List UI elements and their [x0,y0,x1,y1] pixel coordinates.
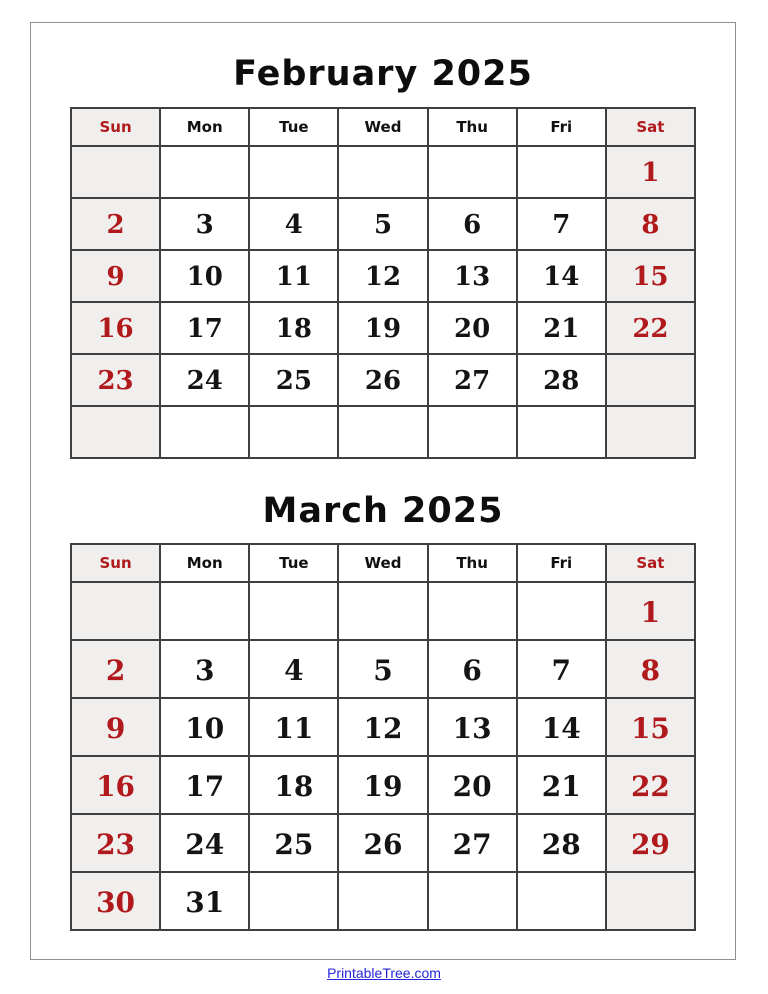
date-cell-march-28: 28 [517,814,606,872]
date-cell-february-15: 15 [606,250,695,302]
date-cell-february-10: 10 [160,250,249,302]
date-cell-march-14: 14 [517,698,606,756]
empty-cell [249,146,338,198]
date-cell-february-28: 28 [517,354,606,406]
date-cell-march-3: 3 [160,640,249,698]
empty-cell [160,406,249,458]
empty-cell [428,146,517,198]
weekday-header-wed: Wed [338,544,427,582]
date-cell-february-17: 17 [160,302,249,354]
date-cell-march-26: 26 [338,814,427,872]
date-cell-february-20: 20 [428,302,517,354]
date-cell-february-25: 25 [249,354,338,406]
weekday-header-sat: Sat [606,544,695,582]
date-cell-february-19: 19 [338,302,427,354]
weekday-header-sun: Sun [71,108,160,146]
date-cell-march-21: 21 [517,756,606,814]
date-cell-february-24: 24 [160,354,249,406]
weekday-header-sat: Sat [606,108,695,146]
date-cell-march-2: 2 [71,640,160,698]
empty-cell [428,582,517,640]
weekday-header-mon: Mon [160,108,249,146]
empty-cell [249,872,338,930]
date-grid [71,582,695,930]
calendar-title: February 2025 [233,54,533,94]
weekday-header-mon: Mon [160,544,249,582]
week-row [71,698,695,756]
date-cell-march-15: 15 [606,698,695,756]
empty-cell [249,406,338,458]
date-cell-february-21: 21 [517,302,606,354]
empty-cell [71,146,160,198]
empty-cell [428,872,517,930]
date-cell-march-18: 18 [249,756,338,814]
date-cell-march-7: 7 [517,640,606,698]
date-cell-february-9: 9 [71,250,160,302]
date-cell-february-8: 8 [606,198,695,250]
date-cell-march-29: 29 [606,814,695,872]
date-cell-march-23: 23 [71,814,160,872]
date-cell-march-10: 10 [160,698,249,756]
empty-cell [517,872,606,930]
week-row [71,198,695,250]
empty-cell [71,582,160,640]
weekday-header-wed: Wed [338,108,427,146]
date-cell-february-27: 27 [428,354,517,406]
date-cell-march-20: 20 [428,756,517,814]
week-row [71,640,695,698]
calendar-title: March 2025 [262,490,504,531]
calendars-container [31,55,735,931]
date-cell-february-12: 12 [338,250,427,302]
footer-link[interactable]: PrintableTree.com [327,965,441,981]
empty-cell [71,406,160,458]
date-cell-march-16: 16 [71,756,160,814]
calendar-table [70,107,696,459]
empty-cell [517,582,606,640]
date-cell-february-3: 3 [160,198,249,250]
empty-cell [606,406,695,458]
calendar-february [31,55,735,459]
footer [0,963,768,982]
empty-cell [517,406,606,458]
date-cell-february-18: 18 [249,302,338,354]
week-row [71,250,695,302]
empty-cell [338,146,427,198]
weekday-header-fri: Fri [517,108,606,146]
date-cell-march-12: 12 [338,698,427,756]
date-cell-february-5: 5 [338,198,427,250]
date-cell-march-13: 13 [428,698,517,756]
date-cell-february-16: 16 [71,302,160,354]
empty-cell [606,872,695,930]
empty-cell [606,354,695,406]
date-cell-february-1: 1 [606,146,695,198]
week-row [71,146,695,198]
date-cell-march-31: 31 [160,872,249,930]
empty-cell [338,872,427,930]
empty-cell [338,406,427,458]
week-row [71,872,695,930]
empty-cell [517,146,606,198]
date-cell-march-19: 19 [338,756,427,814]
date-cell-march-22: 22 [606,756,695,814]
weekday-header-tue: Tue [249,108,338,146]
week-row [71,302,695,354]
date-cell-march-17: 17 [160,756,249,814]
date-cell-march-4: 4 [249,640,338,698]
week-row [71,582,695,640]
date-cell-march-27: 27 [428,814,517,872]
calendar-table [70,543,696,931]
date-cell-march-5: 5 [338,640,427,698]
date-cell-february-13: 13 [428,250,517,302]
date-cell-february-6: 6 [428,198,517,250]
date-cell-march-8: 8 [606,640,695,698]
date-cell-february-2: 2 [71,198,160,250]
page-frame [30,22,736,960]
date-cell-february-11: 11 [249,250,338,302]
week-row [71,814,695,872]
weekday-header-thu: Thu [428,108,517,146]
empty-cell [160,146,249,198]
calendar-march [31,492,735,932]
week-row [71,354,695,406]
empty-cell [428,406,517,458]
weekday-header-sun: Sun [71,544,160,582]
date-cell-february-7: 7 [517,198,606,250]
date-cell-february-14: 14 [517,250,606,302]
date-cell-march-6: 6 [428,640,517,698]
date-cell-march-25: 25 [249,814,338,872]
empty-cell [338,582,427,640]
date-cell-february-23: 23 [71,354,160,406]
date-cell-february-26: 26 [338,354,427,406]
week-row [71,406,695,458]
date-cell-february-22: 22 [606,302,695,354]
weekday-header-row [71,544,695,582]
empty-cell [160,582,249,640]
date-cell-march-30: 30 [71,872,160,930]
date-cell-march-11: 11 [249,698,338,756]
empty-cell [249,582,338,640]
date-cell-february-4: 4 [249,198,338,250]
date-grid [71,146,695,458]
date-cell-march-9: 9 [71,698,160,756]
weekday-header-row [71,108,695,146]
date-cell-march-24: 24 [160,814,249,872]
weekday-header-tue: Tue [249,544,338,582]
date-cell-march-1: 1 [606,582,695,640]
weekday-header-thu: Thu [428,544,517,582]
weekday-header-fri: Fri [517,544,606,582]
week-row [71,756,695,814]
